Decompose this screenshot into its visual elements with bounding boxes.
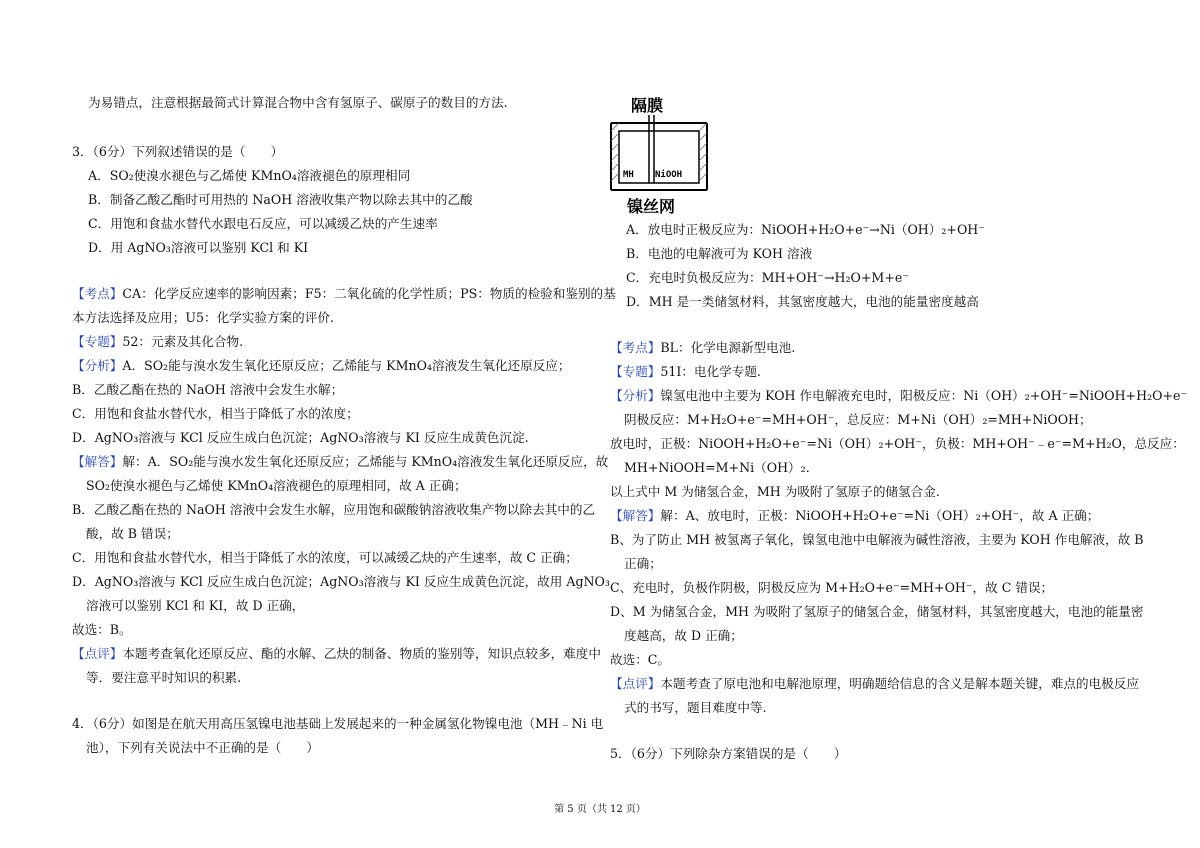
q4-option-d: D．MH 是一类储氢材料，其氢密度越大，电池的能量密度越高	[626, 294, 979, 309]
q5-stem: 5．（6分）下列除杂方案错误的是（ ）	[610, 746, 847, 761]
q3-fenxi	[72, 358, 570, 374]
fenxi-text: A．SO₂能与溴水发生氧化还原反应；乙烯能与 KMnO₄溶液发生氧化还原反应；	[122, 358, 571, 373]
diagram-label-separator: 隔膜	[631, 96, 664, 115]
q4-zhuanti	[610, 364, 761, 380]
q3-jieda-c: C．用饱和食盐水替代水，相当于降低了水的浓度，可以减缓乙炔的产生速率，故 C 正确；	[72, 550, 578, 565]
q4-kaodian	[610, 340, 795, 356]
jieda-tag: 【解答】	[72, 454, 123, 469]
q4-fenxi-total: MH+NiOOH=M+Ni（OH）₂．	[624, 460, 819, 475]
kaodian-tag: 【考点】	[610, 340, 661, 355]
q3-stem: 3．（6分）下列叙述错误的是（ ）	[72, 144, 284, 159]
q3-kaodian-cont: 本方法选择及应用；U5：化学实验方案的评价.	[72, 310, 334, 325]
jieda-tag: 【解答】	[610, 508, 661, 523]
kaodian-text: BL：化学电源新型电池.	[660, 340, 796, 355]
prev-note: 为易错点，注意根据最简式计算混合物中含有氢原子、碳原子的数目的方法.	[88, 95, 508, 110]
jieda-text: 解：A．SO₂能与溴水发生氧化还原反应；乙烯能与 KMnO₄溶液发生氧化还原反应，故	[122, 454, 609, 469]
q3-jieda-a-cont: SO₂使溴水褪色与乙烯使 KMnO₄溶液褪色的原理相同，故 A 正确；	[86, 478, 467, 493]
q3-option-c: C．用饱和食盐水替代水跟电石反应，可以减缓乙炔的产生速率	[88, 216, 438, 231]
q3-option-b: B．制备乙酸乙酯时可用热的 NaOH 溶液收集产物以除去其中的乙酸	[88, 192, 473, 207]
q3-option-a: A．SO₂使溴水褪色与乙烯使 KMnO₄溶液褪色的原理相同	[88, 168, 411, 183]
q4-option-a: A．放电时正极反应为：NiOOH+H₂O+e⁻→Ni（OH）₂+OH⁻	[626, 222, 985, 237]
q3-dianping	[72, 646, 601, 662]
zhuanti-tag: 【专题】	[72, 334, 123, 349]
dianping-tag: 【点评】	[610, 676, 661, 691]
q4-option-c: C．充电时负极反应为：MH+OH⁻→H₂O+M+e⁻	[626, 270, 909, 285]
dianping-text: 本题考查氧化还原反应、酯的水解、乙炔的制备、物质的鉴别等，知识点较多，难度中	[122, 646, 601, 661]
page-footer: 第 5 页（共 12 页）	[554, 804, 646, 815]
q3-answer: 故选：B。	[72, 622, 132, 637]
q4-jieda-d-cont: 度越高，故 D 正确；	[624, 628, 743, 643]
q3-kaodian	[72, 286, 616, 302]
fenxi-tag: 【分析】	[610, 388, 661, 403]
q3-zhuanti	[72, 334, 243, 350]
q3-jieda-d: D．AgNO₃溶液与 KCl 反应生成白色沉淀；AgNO₃溶液与 KI 反应生成黄色沉淀，故用 AgNO₃	[72, 574, 610, 589]
battery-diagram	[609, 93, 709, 218]
fenxi-text: 镍氢电池中主要为 KOH 作电解液充电时，阳极反应：Ni（OH）₂+OH⁻=NiOOH+H₂O+e⁻	[660, 388, 1188, 403]
q4-answer: 故选：C。	[610, 652, 671, 667]
q4-fenxi-discharge: 放电时，正极：NiOOH+H₂O+e⁻=Ni（OH）₂+OH⁻，负极：MH+OH⁻﹣e⁻=M+H₂O，总反应：	[610, 436, 1185, 451]
q4-option-b: B．电池的电解液可为 KOH 溶液	[626, 246, 813, 261]
q4-fenxi	[610, 388, 1187, 404]
q3-jieda-b-cont: 酸，故 B 错误；	[86, 526, 179, 541]
q4-stem: 4．（6分）如图是在航天用高压氢镍电池基础上发展起来的一种金属氢化物镍电池（MH﹣Ni 电	[72, 716, 604, 731]
q3-jieda	[72, 454, 608, 470]
diagram-label-niooh: NiOOH	[655, 170, 683, 180]
q4-fenxi-note: 以上式中 M 为储氢合金，MH 为吸附了氢原子的储氢合金.	[610, 484, 940, 499]
q4-jieda-d: D、M 为储氢合金，MH 为吸附了氢原子的储氢合金，储氢材料，其氢密度越大，电池的能量密	[610, 604, 1144, 619]
zhuanti-text: 52：元素及其化合物.	[122, 334, 244, 349]
zhuanti-text: 51I：电化学专题.	[660, 364, 761, 379]
battery-diagram-svg	[609, 93, 709, 218]
q3-fenxi-d: D．AgNO₃溶液与 KCl 反应生成白色沉淀；AgNO₃溶液与 KI 反应生成黄色沉淀.	[72, 430, 529, 445]
q3-dianping-cont: 等．要注意平时知识的积累.	[86, 670, 242, 685]
q3-fenxi-c: C．用饱和食盐水替代水，相当于降低了水的浓度；	[72, 406, 359, 421]
q4-jieda-b-cont: 正确；	[624, 556, 662, 571]
kaodian-tag: 【考点】	[72, 286, 123, 301]
kaodian-text: CA：化学反应速率的影响因素；F5：二氧化硫的化学性质；PS：物质的检验和鉴别的基	[122, 286, 616, 301]
q4-fenxi-cathode: 阴极反应：M+H₂O+e⁻=MH+OH⁻，总反应：M+Ni（OH）₂=MH+NiOOH；	[624, 412, 1092, 427]
q4-jieda-b: B、为了防止 MH 被氢离子氧化，镍氢电池中电解液为碱性溶液，主要为 KOH 作电解液，故 B	[610, 532, 1144, 547]
jieda-text: 解：A、放电时，正极：NiOOH+H₂O+e⁻=Ni（OH）₂+OH⁻，故 A 正确；	[660, 508, 1100, 523]
q3-fenxi-b: B．乙酸乙酯在热的 NaOH 溶液中会发生水解；	[72, 382, 344, 397]
q4-dianping-cont: 式的书写，题目难度中等.	[624, 700, 767, 715]
diagram-label-mh: MH	[623, 170, 634, 180]
q3-jieda-d-cont: 溶液可以鉴别 KCl 和 KI，故 D 正确，	[86, 598, 305, 613]
dianping-text: 本题考查了原电池和电解池原理，明确题给信息的含义是解本题关键，难点的电极反应	[660, 676, 1139, 691]
q4-stem-cont: 池），下列有关说法中不正确的是（ ）	[86, 740, 319, 755]
q4-jieda-c: C、充电时，负极作阴极，阴极反应为 M+H₂O+e⁻=MH+OH⁻，故 C 错误；	[610, 580, 1054, 595]
zhuanti-tag: 【专题】	[610, 364, 661, 379]
q4-jieda	[610, 508, 1099, 524]
fenxi-tag: 【分析】	[72, 358, 123, 373]
dianping-tag: 【点评】	[72, 646, 123, 661]
q4-dianping	[610, 676, 1139, 692]
q3-option-d: D．用 AgNO₃溶液可以鉴别 KCl 和 KI	[88, 240, 309, 255]
q3-jieda-b: B．乙酸乙酯在热的 NaOH 溶液中会发生水解，应用饱和碳酸钠溶液收集产物以除去其中的乙	[72, 502, 596, 517]
diagram-label-mesh: 镍丝网	[627, 197, 676, 216]
